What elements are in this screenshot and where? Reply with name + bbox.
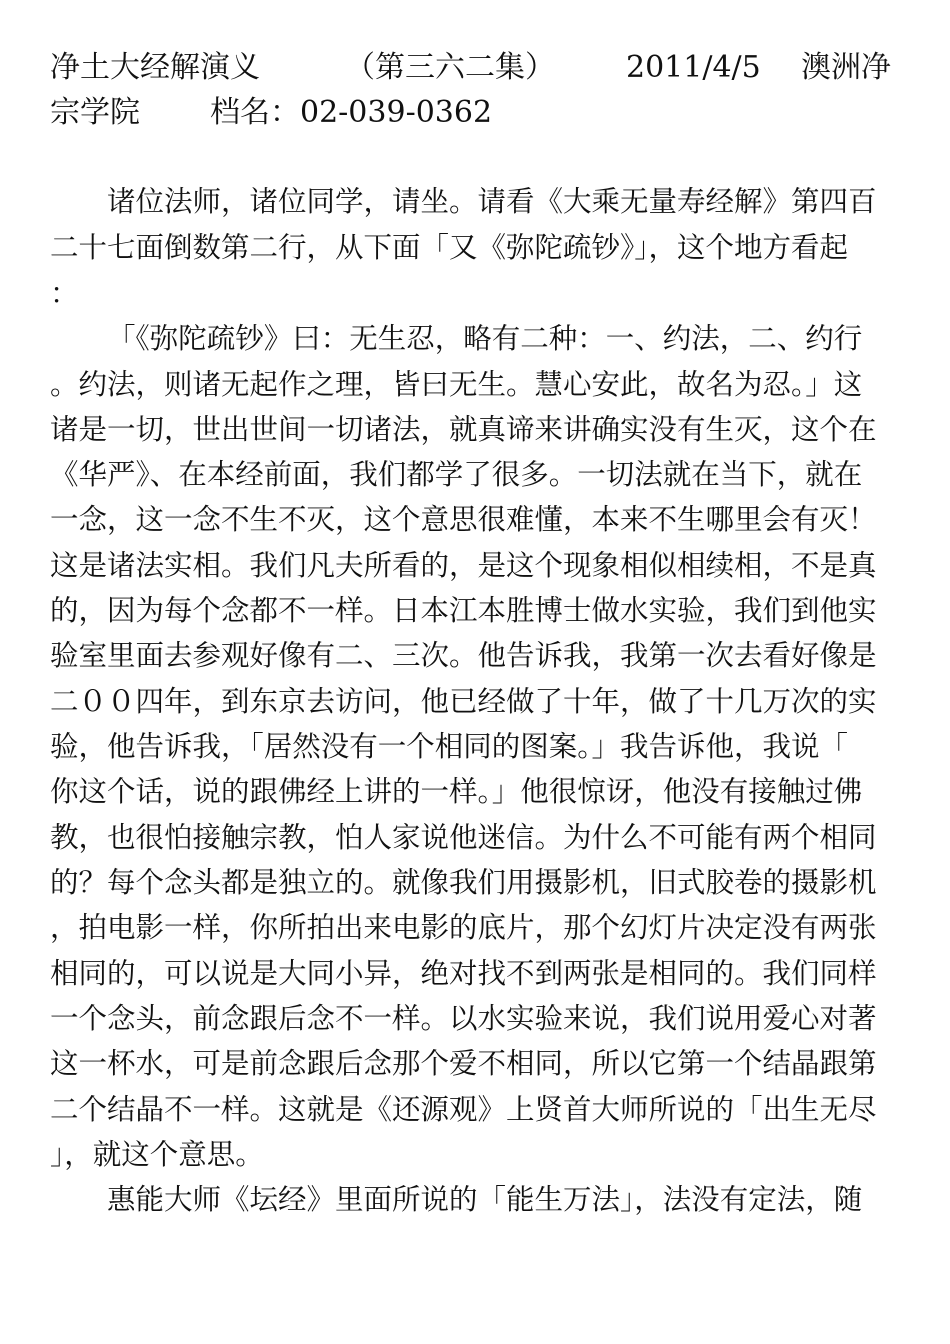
text-line: 二个结晶不一样。这就是《还源观》上贤首大师所说的「出生无尽 [50,1093,877,1126]
text-line: 的？每个念头都是独立的。就像我们用摄影机，旧式胶卷的摄影机 [50,866,877,899]
text-line: 《华严》、在本经前面，我们都学了很多。一切法就在当下，就在 [50,458,863,491]
lecture-place-continued: 宗学院 [50,95,140,130]
text-line: 惠能大师《坛经》里面所说的「能生万法」，法没有定法，随 [107,1183,863,1216]
episode-number: （第三六二集） [345,50,555,85]
text-line: 诸位法师，诸位同学，请坐。请看《大乘无量寿经解》第四百 [107,185,877,218]
document-title: 净土大经解演义 [50,50,260,85]
text-line: 的，因为每个念都不一样。日本江本胜博士做水实验，我们到他实 [50,594,877,627]
text-line: 」，就这个意思。 [50,1138,264,1171]
text-line: 诸是一切，世出世间一切诸法，就真谛来讲确实没有生灭，这个在 [50,413,877,446]
text-line: ： [50,277,79,310]
text-line: 二００四年，到东京去访问，他已经做了十年，做了十几万次的实 [50,685,877,718]
text-line: ，拍电影一样，你所拍出来电影的底片，那个幻灯片决定没有两张 [50,911,877,944]
text-line: 「《弥陀疏钞》曰：无生忍，略有二种：一、约法，二、约行 [107,322,863,355]
text-line: 。约法，则诸无起作之理，皆曰无生。慧心安此，故名为忍。」这 [50,368,863,401]
text-line: 验，他告诉我，「居然没有一个相同的图案。」我告诉他，我说「 [50,730,849,763]
text-line: 相同的，可以说是大同小异，绝对找不到两张是相同的。我们同样 [50,957,877,990]
text-line: 你这个话，说的跟佛经上讲的一样。」他很惊讶，他没有接触过佛 [50,775,863,808]
lecture-date: 2011/4/5 [626,50,761,85]
text-line: 这一杯水，可是前念跟后念那个爱不相同，所以它第一个结晶跟第 [50,1047,877,1080]
text-line: 这是诸法实相。我们凡夫所看的，是这个现象相似相续相，不是真 [50,549,877,582]
text-line: 教，也很怕接触宗教，怕人家说他迷信。为什么不可能有两个相同 [50,821,877,854]
lecture-place: 澳洲净 [801,50,891,85]
file-name-label: 档名：02-039-0362 [210,95,493,130]
text-line: 验室里面去参观好像有二、三次。他告诉我，我第一次去看好像是 [50,639,877,672]
text-line: 一念，这一念不生不灭，这个意思很难懂，本来不生哪里会有灭！ [50,503,877,536]
text-line: 二十七面倒数第二行，从下面「又《弥陀疏钞》」，这个地方看起 [50,231,849,264]
text-line: 一个念头，前念跟后念不一样。以水实验来说，我们说用爱心对著 [50,1002,877,1035]
